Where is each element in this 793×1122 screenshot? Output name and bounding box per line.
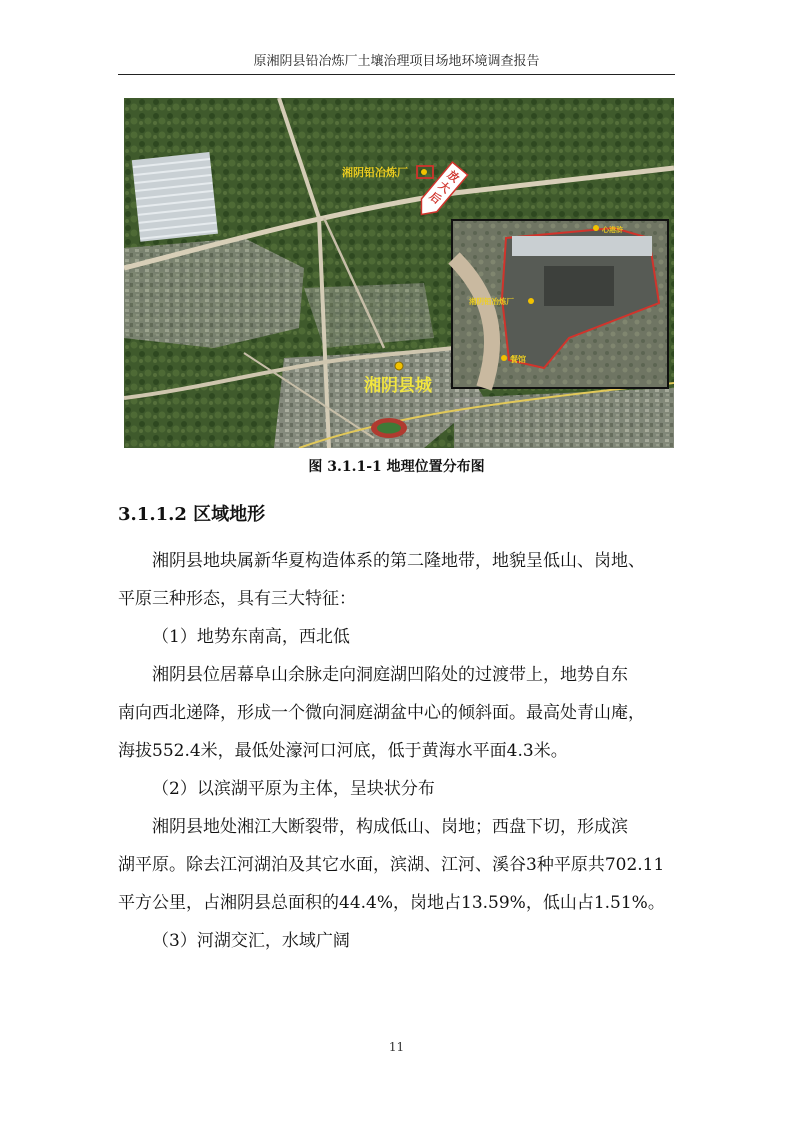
inset-restaurant-label: 餐馆 xyxy=(510,355,526,364)
inset-site-label: 湘阴铅冶炼厂 xyxy=(469,297,514,306)
county-pin-icon xyxy=(395,362,403,370)
text-line: 湘阴县地处湘江大断裂带，构成低山、岗地；西盘下切，形成滨 xyxy=(152,817,628,837)
satellite-map-figure xyxy=(124,98,674,448)
inset-pin-factory-icon xyxy=(593,225,599,231)
text-line: 平原三种形态，具有三大特征： xyxy=(118,589,356,609)
inset-building xyxy=(544,266,614,306)
page-number: 11 xyxy=(388,1040,405,1054)
site-label: 湘阴铅冶炼厂 xyxy=(342,166,408,179)
list-item-3: （3）河湖交汇，水域广阔 xyxy=(152,931,350,951)
inset-factory-label: 心港浒 xyxy=(602,226,623,234)
text-line: 湖平原。除去江河湖泊及其它水面，滨湖、江河、溪谷3种平原共702.11 xyxy=(118,855,665,875)
enlarge-tag-char-2: 大 xyxy=(435,178,453,196)
paragraph-landform-overview xyxy=(118,542,678,960)
text-line: 湘阴县地块属新华夏构造体系的第二隆地带，地貌呈低山、岗地、 xyxy=(152,551,645,571)
county-label: 湘阴县城 xyxy=(364,376,432,396)
text-line: 湘阴县位居幕阜山余脉走向洞庭湖凹陷处的过渡带上，地势自东 xyxy=(152,665,628,685)
map-town-west xyxy=(124,238,304,348)
inset-factory-roof xyxy=(512,236,652,256)
map-town-south xyxy=(454,388,674,448)
list-item-2: （2）以滨湖平原为主体，呈块状分布 xyxy=(152,779,435,799)
inset-pin-site-icon xyxy=(528,298,534,304)
section-heading: 3.1.1.2 区域地形 xyxy=(118,504,266,525)
text-line: 海拔552.4米，最低处濠河口河底，低于黄海水平面4.3米。 xyxy=(118,741,568,761)
page-header: 原湘阴县铅冶炼厂土壤治理项目场地环境调查报告 xyxy=(253,54,540,69)
header-divider xyxy=(118,74,675,75)
figure-caption: 图 3.1.1-1 地理位置分布图 xyxy=(308,459,485,475)
inset-pin-restaurant-icon xyxy=(501,355,507,361)
satellite-map xyxy=(124,98,674,448)
text-line: 南向西北递降，形成一个微向洞庭湖盆中心的倾斜面。最高处青山庵， xyxy=(118,703,645,723)
map-greenhouses xyxy=(132,152,218,242)
inset-map xyxy=(452,220,668,388)
list-item-1: （1）地势东南高，西北低 xyxy=(152,627,350,647)
enlarge-tag-char-1: 放 xyxy=(444,168,462,186)
enlarge-tag-char-3: 后 xyxy=(426,189,444,207)
location-pin-icon xyxy=(421,169,427,175)
text-line: 平方公里，占湘阴县总面积的44.4%，岗地占13.59%，低山占1.51%。 xyxy=(118,893,665,913)
